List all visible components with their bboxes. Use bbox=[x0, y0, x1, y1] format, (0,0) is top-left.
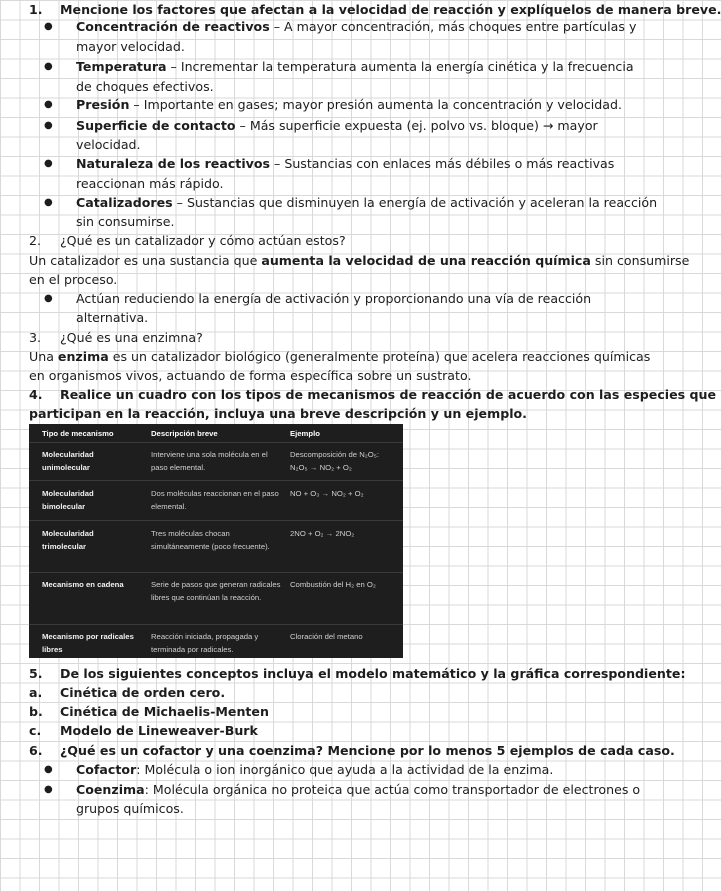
question-2 bbox=[0, 231, 643, 251]
question-text: De los siguientes conceptos incluya el modelo matemático y la gráfica correspondiente: bbox=[60, 666, 686, 681]
list-item-continuation: velocidad. bbox=[76, 137, 141, 152]
question-text: ¿Qué es un cofactor y una coenzima? Mencione por lo menos 5 ejemplos de cada caso. bbox=[60, 743, 675, 758]
term: Catalizadores bbox=[76, 195, 173, 210]
bullet-icon: ● bbox=[44, 764, 53, 775]
list-item-continuation: grupos químicos. bbox=[76, 801, 184, 816]
answer-text: Una enzima es un catalizador biológico (generalmente proteína) que acelera reacciones químicas bbox=[29, 349, 651, 364]
table-divider bbox=[29, 520, 403, 521]
question-number: 5. bbox=[29, 666, 43, 681]
term: Superficie de contacto bbox=[76, 118, 236, 133]
bullet-icon: ● bbox=[44, 61, 53, 72]
definition: – A mayor concentración, más choques entre partículas y bbox=[269, 19, 637, 34]
definition: – Importante en gases; mayor presión aumenta la concentración y velocidad. bbox=[129, 97, 622, 112]
bullet-icon: ● bbox=[44, 784, 53, 795]
table-divider bbox=[29, 572, 403, 573]
definition: – Sustancias con enlaces más débiles o más reactivas bbox=[270, 156, 615, 171]
definition: : Molécula orgánica no proteica que actúa como transportador de electrones o bbox=[144, 782, 641, 797]
table-header: Descripción breve bbox=[151, 429, 218, 438]
mechanisms-table: Tipo de mecanismo Descripción breve Ejemplo Molecularidad unimolecular Interviene una sola molécula en el paso elemental. Descomposición de N₂O₅: N₂O₅ → NO₂ + O₂ Molecularidad bimolecular Dos moléculas reaccionan en el paso elemental. NO + O₃ → NO₂ + O₂ Molecularidad trimolecular Tres moléculas chocan simultáneamente (poco frecuente). 2NO + O₂ → 2NO₂ Mecanismo en cadena Serie de pasos que generan radicales libres que continúan la reacción. Combustión del H₂ en O₂ Mecanismo por radicales libres Reacción iniciada, propagada y terminada por radicales. Cloración del metano bbox=[29, 424, 403, 658]
question-number: 1. bbox=[29, 2, 43, 17]
question-6 bbox=[0, 741, 675, 761]
list-item bbox=[0, 116, 643, 136]
question-number: 4. bbox=[29, 387, 43, 402]
term: Temperatura bbox=[76, 59, 167, 74]
question-number: 2. bbox=[29, 233, 42, 248]
term: Presión bbox=[76, 97, 130, 112]
question-text: Realice un cuadro con los tipos de mecanismos de reacción de acuerdo con las especies que bbox=[60, 387, 717, 402]
list-item-continuation: alternativa. bbox=[76, 310, 149, 325]
bullet-icon: ● bbox=[44, 197, 53, 208]
sub-item: a. Cinética de orden cero. bbox=[29, 685, 226, 700]
bullet-icon: ● bbox=[44, 99, 53, 110]
table-header: Tipo de mecanismo bbox=[42, 429, 114, 438]
list-item: ● Actúan reduciendo la energía de activación y proporcionando una vía de reacción bbox=[0, 289, 643, 309]
bullet-icon: ● bbox=[44, 293, 53, 304]
list-item bbox=[0, 780, 643, 800]
table-divider bbox=[29, 624, 403, 625]
table-divider bbox=[29, 442, 403, 443]
question-4 bbox=[0, 385, 717, 405]
definition: – Sustancias que disminuyen la energía de activación y aceleran la reacción bbox=[172, 195, 658, 210]
definition: – Incrementar la temperatura aumenta la energía cinética y la frecuencia bbox=[166, 59, 634, 74]
list-item bbox=[0, 193, 658, 213]
answer-text-continuation: en organismos vivos, actuando de forma específica sobre un sustrato. bbox=[29, 368, 472, 383]
list-item-continuation: mayor velocidad. bbox=[76, 39, 185, 54]
question-number: 3. bbox=[29, 330, 42, 345]
question-number: 6. bbox=[29, 743, 43, 758]
sub-item: c. Modelo de Lineweaver-Burk bbox=[29, 723, 258, 738]
table-header: Ejemplo bbox=[290, 429, 320, 438]
question-text: ¿Qué es un catalizador y cómo actúan estos? bbox=[60, 233, 346, 248]
question-text: Mencione los factores que afectan a la velocidad de reacción y explíquelos de manera breve. bbox=[60, 2, 721, 17]
question-5 bbox=[0, 664, 686, 684]
question-3 bbox=[0, 328, 643, 348]
list-item bbox=[0, 95, 643, 115]
definition: : Molécula o ion inorgánico que ayuda a la actividad de la enzima. bbox=[136, 762, 554, 777]
list-item bbox=[0, 57, 643, 77]
answer-text: Un catalizador es una sustancia que aumenta la velocidad de una reacción química sin consumirse bbox=[29, 253, 690, 268]
bullet-icon: ● bbox=[44, 158, 53, 169]
sub-item: b. Cinética de Michaelis-Menten bbox=[29, 704, 269, 719]
term: Coenzima bbox=[76, 782, 145, 797]
list-item-continuation: sin consumirse. bbox=[76, 214, 175, 229]
term: Cofactor bbox=[76, 762, 137, 777]
bullet-icon: ● bbox=[44, 120, 53, 131]
answer-text-continuation: en el proceso. bbox=[29, 272, 118, 287]
term: Naturaleza de los reactivos bbox=[76, 156, 271, 171]
list-item-continuation: de choques efectivos. bbox=[76, 79, 214, 94]
table-divider bbox=[29, 480, 403, 481]
question-text: ¿Qué es una enzimna? bbox=[60, 330, 203, 345]
bullet-icon: ● bbox=[44, 21, 53, 32]
list-item bbox=[0, 154, 643, 174]
list-item-continuation: reaccionan más rápido. bbox=[76, 176, 224, 191]
list-item bbox=[0, 760, 643, 780]
list-item bbox=[0, 17, 643, 37]
definition: – Más superficie expuesta (ej. polvo vs. bloque) → mayor bbox=[235, 118, 598, 133]
term: Concentración de reactivos bbox=[76, 19, 270, 34]
question-text-continuation: participan en la reacción, incluya una breve descripción y un ejemplo. bbox=[29, 406, 527, 421]
